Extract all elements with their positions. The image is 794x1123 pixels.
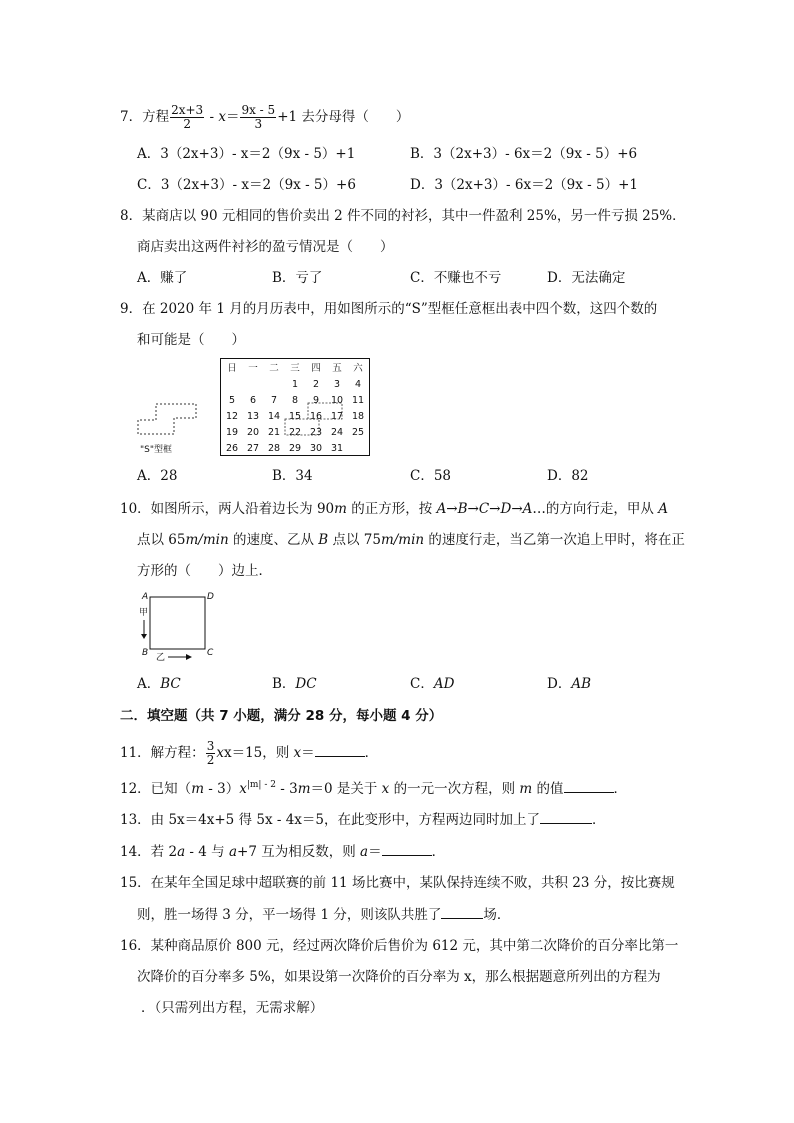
q11-answer-blank[interactable] bbox=[315, 742, 365, 757]
label-b: B bbox=[142, 648, 149, 658]
q9-option-d: D．82 bbox=[547, 468, 589, 484]
calendar-header-cell: 二 bbox=[269, 363, 279, 374]
q7-option-b: B．3（2x+3）- 6x＝2（9x - 5）+6 bbox=[410, 146, 638, 162]
square bbox=[150, 597, 205, 649]
q12-answer-blank[interactable] bbox=[564, 778, 614, 793]
q7-option-a: A．3（2x+3）- x＝2（9x - 5）+1 bbox=[137, 146, 356, 162]
calendar-header-cell: 五 bbox=[332, 363, 342, 374]
calendar-day-cell: 21 bbox=[267, 427, 281, 438]
q8-option-d: D．无法确定 bbox=[547, 270, 626, 286]
q11: 11．解方程： $\frac{3}{2}$ xx＝15，则 x＝ ． bbox=[120, 739, 379, 767]
calendar-day-cell: 3 bbox=[333, 379, 341, 390]
square-figure bbox=[136, 588, 226, 663]
q14-answer-blank[interactable] bbox=[382, 841, 432, 856]
calendar-day-cell: 7 bbox=[270, 395, 278, 406]
q10-option-a: A．BC bbox=[137, 676, 181, 692]
q10-line-2: 点以 65m/min 的速度、乙从 B 点以 75m/min 的速度行走，当乙第一次追上甲时，将在正 bbox=[137, 532, 685, 548]
calendar-day-cell: 10 bbox=[330, 395, 344, 406]
calendar-table bbox=[220, 358, 370, 456]
q9-option-a: A．28 bbox=[137, 468, 178, 484]
q15-answer-blank[interactable] bbox=[441, 904, 483, 919]
yi-arrowhead bbox=[186, 654, 192, 660]
calendar-day-cell: 6 bbox=[249, 395, 257, 406]
q15-line-2: 则，胜一场得 3 分，平一场得 1 分，则该队共胜了 场． bbox=[137, 904, 510, 925]
label-yi: 乙 bbox=[156, 653, 166, 663]
q7-fraction-2: $\frac{9x - 5}{3}$ bbox=[241, 103, 276, 131]
q9-line-2: 和可能是（ ） bbox=[137, 332, 245, 348]
q10-line-3: 方形的（ ）边上． bbox=[137, 563, 272, 579]
q14: 14．若 2a - 4 与 a+7 互为相反数，则 a＝ ． bbox=[120, 841, 445, 862]
calendar-day-cell: 25 bbox=[351, 427, 365, 438]
calendar-day-cell: 11 bbox=[351, 395, 365, 406]
section-2-title: 二．填空题（共 7 小题，满分 28 分，每小题 4 分） bbox=[120, 708, 443, 724]
calendar-day-cell: 30 bbox=[309, 443, 323, 454]
calendar-day-cell: 12 bbox=[225, 411, 239, 422]
q7-option-c: C．3（2x+3）- x＝2（9x - 5）+6 bbox=[137, 177, 356, 193]
label-jia: 甲 bbox=[139, 608, 149, 618]
label-d: D bbox=[207, 592, 214, 602]
calendar-header-cell: 四 bbox=[311, 363, 321, 374]
q9-option-c: C．58 bbox=[410, 468, 452, 484]
calendar-day-cell: 22 bbox=[288, 427, 302, 438]
calendar-day-cell: 8 bbox=[291, 395, 299, 406]
calendar-day-cell: 1 bbox=[291, 379, 299, 390]
calendar-header-cell: 三 bbox=[290, 363, 300, 374]
q7-stem: 7．方程 $\frac{2x+3}{2}$ - x＝ $\frac{9x - 5}{3}$ +1 去分母得（ ） bbox=[120, 103, 410, 131]
calendar-day-cell: 27 bbox=[246, 443, 260, 454]
q9-line-1: 9．在 2020 年 1 月的月历表中，用如图所示的“S”型框任意框出表中四个数，这四个数的 bbox=[120, 301, 658, 317]
q16-line-1: 16．某种商品原价 800 元，经过两次降价后售价为 612 元，其中第二次降价的百分率比第一 bbox=[120, 938, 679, 954]
q8-line-1: 8．某商店以 90 元相同的售价卖出 2 件不同的衬衫，其中一件盈利 25%，另一件亏损 25%． bbox=[120, 208, 686, 224]
calendar-day-cell: 16 bbox=[309, 411, 323, 422]
calendar-day-cell: 28 bbox=[267, 443, 281, 454]
calendar-day-cell: 26 bbox=[225, 443, 239, 454]
calendar-day-cell: 19 bbox=[225, 427, 239, 438]
q13-answer-blank[interactable] bbox=[540, 809, 592, 824]
q10-option-d: D．AB bbox=[547, 676, 591, 692]
calendar-day-cell: 2 bbox=[312, 379, 320, 390]
q8-option-a: A．赚了 bbox=[137, 270, 188, 286]
q16-line-3: ．（只需列出方程，无需求解） bbox=[137, 998, 323, 1018]
calendar-day-cell: 13 bbox=[246, 411, 260, 422]
q12: 12．已知$(m - 3)x^{|m| - 2} - 3m=0$ 是关于 x 的一元一次方程，则 m 的值 ． bbox=[120, 780, 627, 797]
q13: 13．由 5x＝4x+5 得 5x - 4x＝5，在此变形中，方程两边同时加上了 ． bbox=[120, 809, 606, 830]
q8-option-b: B．亏了 bbox=[272, 270, 323, 286]
calendar-day-cell: 29 bbox=[288, 443, 302, 454]
s-shape-outline bbox=[138, 404, 196, 434]
calendar-day-cell: 4 bbox=[354, 379, 362, 390]
q10-option-c: C．AD bbox=[410, 676, 455, 692]
q10-option-b: B．DC bbox=[272, 676, 317, 692]
q8-option-c: C．不赚也不亏 bbox=[410, 270, 502, 286]
calendar-day-cell: 18 bbox=[351, 411, 365, 422]
q10-line-1: 10．如图所示，两人沿着边长为 90m 的正方形，按 A→B→C→D→A…的方向行走，甲从 A bbox=[120, 501, 668, 517]
calendar-day-cell: 17 bbox=[330, 411, 344, 422]
q9-option-b: B．34 bbox=[272, 468, 313, 484]
calendar-header-cell: 一 bbox=[248, 363, 258, 374]
q7-option-d: D．3（2x+3）- 6x＝2（9x - 5）+1 bbox=[410, 177, 638, 193]
s-shape-label: "S"型框 bbox=[140, 445, 172, 455]
calendar-day-cell: 31 bbox=[330, 443, 344, 454]
label-c: C bbox=[207, 648, 214, 658]
s-shape-figure bbox=[134, 390, 204, 460]
q11-fraction: $\frac{3}{2}$ bbox=[206, 739, 215, 767]
jia-arrowhead bbox=[141, 634, 147, 639]
label-a: A bbox=[142, 592, 149, 602]
calendar-day-cell: 23 bbox=[309, 427, 323, 438]
q16-line-2: 次降价的百分率多 5%，如果设第一次降价的百分率为 x，那么根据题意所列出的方程为 bbox=[137, 969, 661, 985]
calendar-day-cell: 24 bbox=[330, 427, 344, 438]
q15-line-1: 15．在某年全国足球中超联赛的前 11 场比赛中，某队保持连续不败，共积 23 分，按比赛规 bbox=[120, 875, 675, 891]
calendar-header-cell: 日 bbox=[227, 363, 237, 374]
calendar-day-cell: 14 bbox=[267, 411, 281, 422]
q8-line-2: 商店卖出这两件衬衫的盈亏情况是（ ） bbox=[137, 239, 394, 255]
calendar-day-cell: 5 bbox=[228, 395, 236, 406]
calendar-header-cell: 六 bbox=[353, 363, 363, 374]
calendar-day-cell: 20 bbox=[246, 427, 260, 438]
calendar-day-cell: 15 bbox=[288, 411, 302, 422]
q7-fraction-1: $\frac{2x+3}{2}$ bbox=[171, 103, 204, 131]
calendar-day-cell: 9 bbox=[312, 395, 320, 406]
